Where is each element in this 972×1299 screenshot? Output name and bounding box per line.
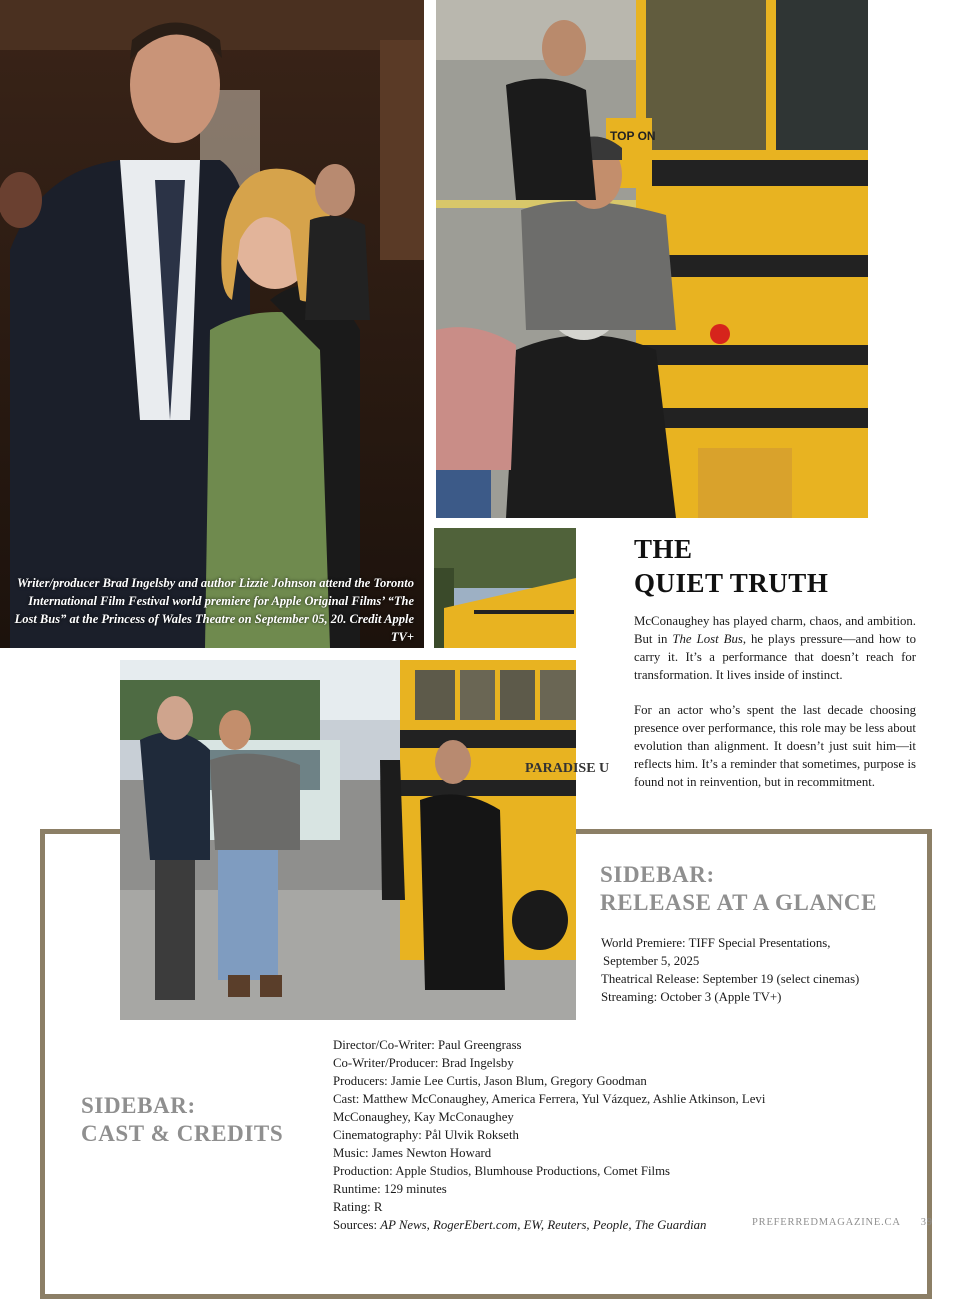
credits-list	[333, 1036, 803, 1234]
sources-label: Sources:	[333, 1218, 381, 1232]
film-title-italic: The Lost Bus	[672, 632, 743, 646]
para1-text-b: , he plays pressure—and how to carry it. It’s a performance that doesn’t reach for transformation. It lives inside of instinct.	[634, 632, 916, 682]
article-paragraph-1	[634, 612, 916, 684]
credit-item: Rating: R	[333, 1200, 383, 1214]
bus-door-sign: TOP ON	[610, 129, 656, 143]
sources-list: AP News, RogerEbert.com, EW, Reuters, People, The Guardian	[380, 1218, 707, 1232]
credit-item: Producers: Jamie Lee Curtis, Jason Blum, Gregory Goodman	[333, 1074, 647, 1088]
onset-bus-photo	[436, 0, 868, 518]
release-title-line-2: RELEASE AT A GLANCE	[600, 890, 878, 915]
credit-item: Cast: Matthew McConaughey, America Ferrera, Yul Vázquez, Ashlie Atkinson, Levi McConaughey, Kay McConaughey	[333, 1092, 766, 1124]
release-title-line-1: SIDEBAR:	[600, 862, 715, 887]
cast-sidebar-title	[81, 1092, 283, 1148]
release-sidebar-title	[600, 861, 877, 917]
credit-item: Cinematography: Pål Ulvik Rokseth	[333, 1128, 519, 1142]
cast-title-line-2: CAST & CREDITS	[81, 1121, 284, 1146]
footer-site: PREFERREDMAGAZINE.CA	[752, 1217, 901, 1228]
headline-line-1: THE	[634, 534, 693, 564]
school-bus-photo	[434, 528, 576, 648]
premiere-photo	[0, 0, 424, 648]
headline-line-2: QUIET TRUTH	[634, 568, 829, 598]
credit-item: Production: Apple Studios, Blumhouse Productions, Comet Films	[333, 1164, 671, 1178]
credit-item: Music: James Newton Howard	[333, 1146, 492, 1160]
article-headline	[634, 532, 828, 600]
street-scene-photo	[120, 660, 610, 1020]
page-number: 39	[920, 1217, 933, 1228]
page-footer	[752, 1217, 933, 1228]
bus-side-sign: PARADISE U	[525, 761, 610, 776]
credit-item: Director/Co-Writer: Paul Greengrass	[333, 1038, 522, 1052]
release-item: Streaming: October 3 (Apple TV+)	[601, 990, 782, 1004]
release-list	[601, 934, 901, 1006]
premiere-photo-caption: Writer/producer Brad Ingelsby and author Lizzie Johnson attend the Toronto International Film Festival world premiere for Apple Original Films’ “The Lost Bus” at the Princess of Wales Theatre on September 05, 20. Credit Apple TV+	[14, 576, 414, 644]
para1-text-a: McConaughey has played charm, chaos, and ambition. But in	[634, 614, 916, 646]
credit-item: Co-Writer/Producer: Brad Ingelsby	[333, 1056, 514, 1070]
article-paragraph-2: For an actor who’s spent the last decade choosing presence over performance, this role may be less about evolution than alignment. It doesn’t just suit him—it reflects him. It’s a reminder that sometimes, purpose is found not in reinvention, but in recommitment.	[634, 703, 916, 789]
release-item: World Premiere: TIFF Special Presentations,	[601, 936, 831, 950]
release-item: Theatrical Release: September 19 (select cinemas)	[601, 972, 860, 986]
sources-item	[333, 1216, 803, 1234]
release-item: September 5, 2025	[603, 954, 700, 968]
cast-title-line-1: SIDEBAR:	[81, 1093, 196, 1118]
credit-item: Runtime: 129 minutes	[333, 1182, 447, 1196]
